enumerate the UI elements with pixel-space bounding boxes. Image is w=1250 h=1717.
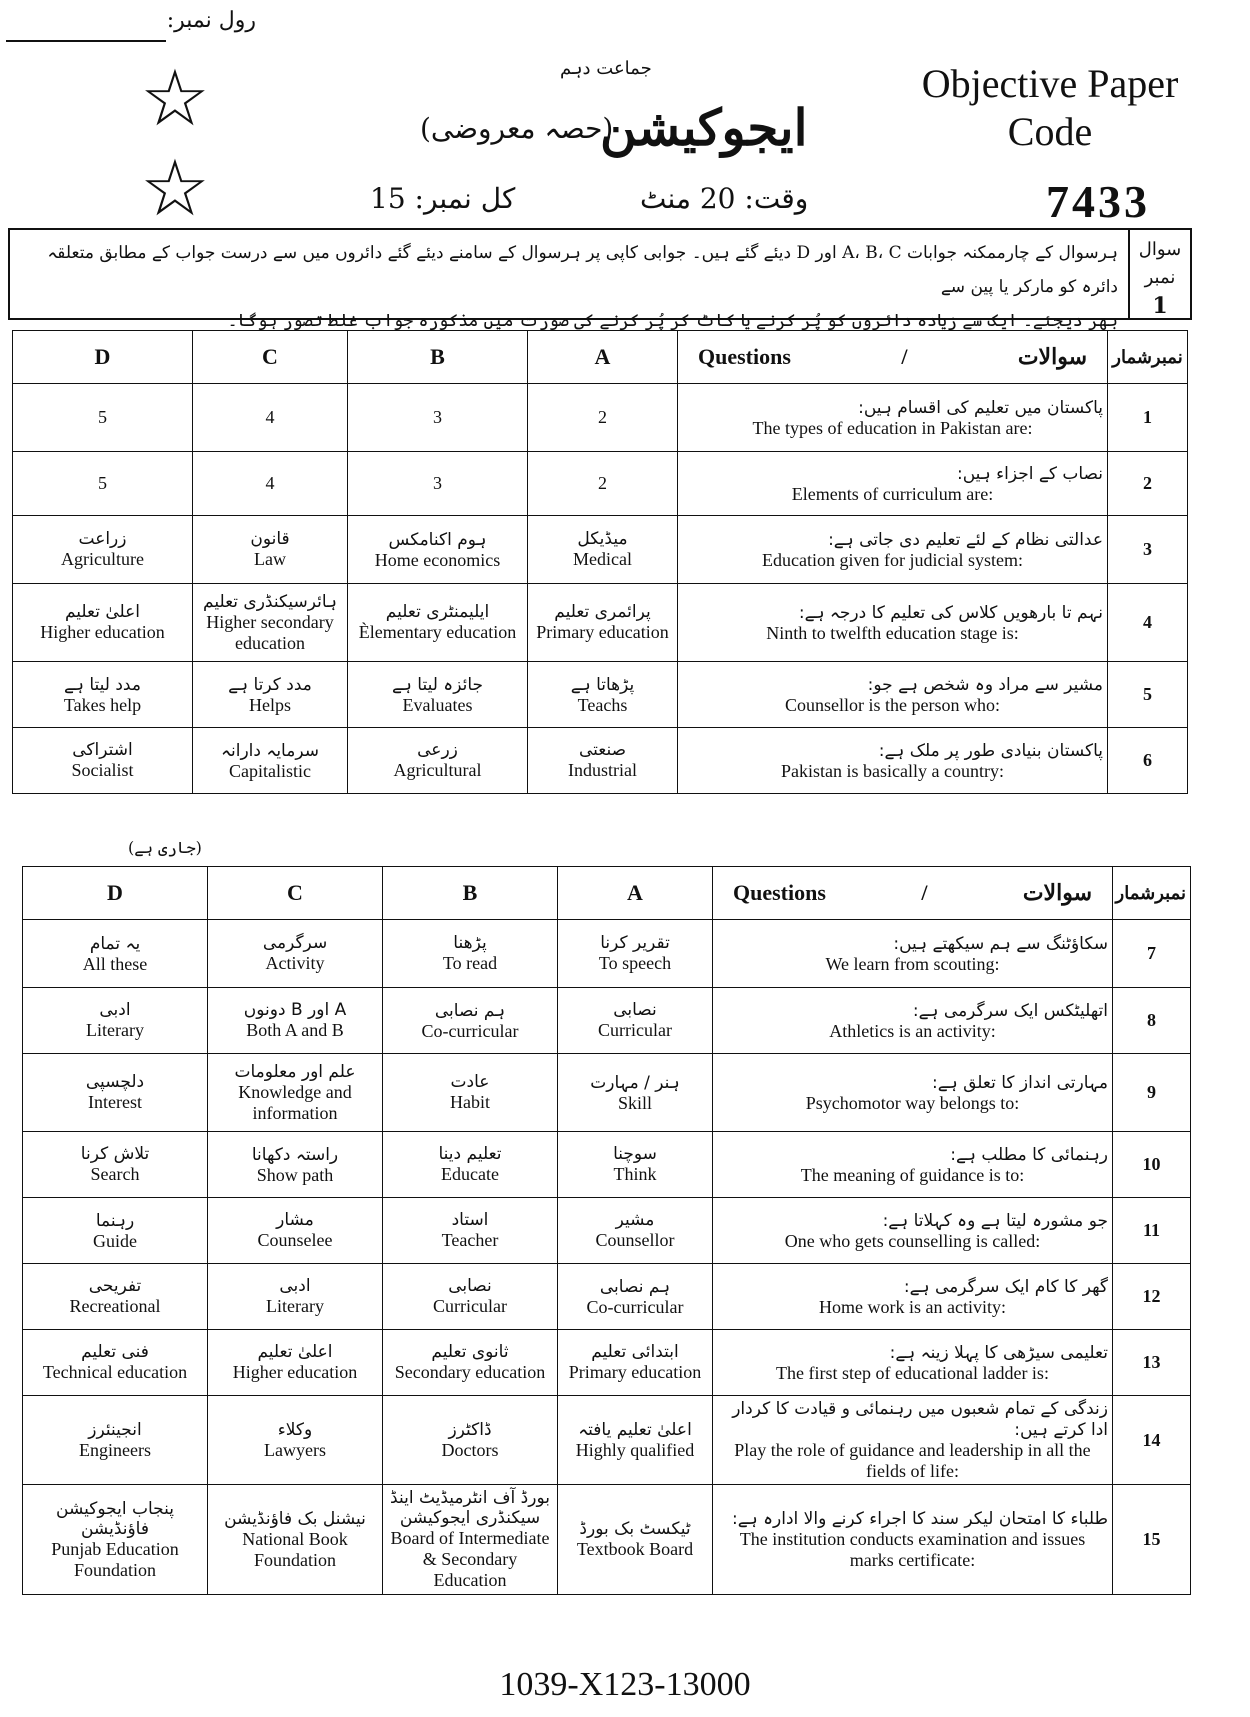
roll-number-label: رول نمبر: [166, 8, 256, 33]
question-text-urdu: زندگی کے تمام شعبوں میں رہنمائی و قیادت کا کردار ادا کرتے ہیں: [732, 1399, 1108, 1440]
option-text-english: Highly qualified [575, 1440, 695, 1460]
option-a-cell[interactable] [528, 452, 678, 516]
question-cell [678, 662, 1108, 728]
option-text-english: Takes help [63, 694, 142, 715]
option-text-urdu: میڈیکل [577, 529, 628, 549]
option-c-cell[interactable] [193, 662, 348, 728]
option-text-english: Lawyers [264, 1439, 326, 1460]
option-text-urdu: مشار [276, 1210, 314, 1230]
option-text-urdu: پرائمری تعلیم [554, 602, 651, 622]
option-text-urdu: ادبی [99, 1000, 131, 1020]
option-text-english: Curricular [598, 1020, 672, 1040]
question-text-english: Psychomotor way belongs to: [805, 1092, 1020, 1113]
question-text-english: Home work is an activity: [819, 1296, 1006, 1317]
paper-code-block [890, 60, 1210, 156]
option-text-english: Helps [249, 694, 291, 715]
option-d-cell[interactable] [13, 516, 193, 584]
question-text-urdu: پاکستان میں تعلیم کی اقسام ہیں: [858, 397, 1103, 418]
instructions-box [8, 228, 1192, 331]
question-text-english: We learn from scouting: [825, 953, 1000, 974]
question-cell [713, 1198, 1113, 1264]
option-text-urdu: پڑھاتا ہے [570, 674, 635, 695]
option-text-english: 5 [98, 407, 107, 427]
option-d-cell[interactable] [23, 920, 208, 988]
option-d-cell[interactable] [23, 1264, 208, 1330]
option-text-english: Secondary education [394, 1362, 546, 1382]
option-b-cell[interactable] [383, 988, 558, 1054]
option-text-urdu: تلاش کرنا [80, 1144, 150, 1164]
question-text-english: Athletics is an activity: [829, 1020, 996, 1041]
star-icon: ☆ [140, 54, 210, 144]
question-number: 10 [1113, 1132, 1191, 1198]
table-row [13, 584, 1188, 662]
option-a-cell[interactable] [528, 728, 678, 794]
table-row [23, 920, 1191, 988]
option-text-urdu: اعلیٰ تعلیم [64, 602, 141, 622]
question-cell [678, 452, 1108, 516]
option-text-urdu: ہم نصابی [434, 1000, 506, 1021]
option-text-urdu: ادبی [279, 1276, 311, 1296]
option-text-english: Literary [86, 1020, 144, 1040]
option-d-cell[interactable] [13, 384, 193, 452]
option-b-cell[interactable] [383, 1132, 558, 1198]
questions-header-ur: سوالات [1022, 880, 1092, 905]
option-text-english: Doctors [441, 1439, 499, 1460]
table-header-row [23, 867, 1191, 920]
serial-number-header: نمبرشمار [1108, 331, 1188, 384]
option-d-cell[interactable] [23, 1132, 208, 1198]
table-row [13, 728, 1188, 794]
option-text-urdu: تقریر کرنا [600, 933, 670, 953]
question-text-urdu: جو مشورہ لیتا ہے وہ کہلاتا ہے: [882, 1210, 1108, 1231]
option-text-english: Socialist [71, 760, 134, 780]
question-text-english: Education given for judicial system: [762, 549, 1023, 570]
option-text-english: Show path [256, 1164, 334, 1185]
option-c-cell[interactable] [193, 384, 348, 452]
option-text-urdu: پنجاب ایجوکیشن فاؤنڈیشن [56, 1498, 174, 1539]
option-b-cell[interactable] [348, 452, 528, 516]
option-text-english: Interest [88, 1092, 142, 1112]
question-number: 15 [1113, 1485, 1191, 1595]
option-text-english: Think [613, 1164, 657, 1184]
option-c-cell[interactable] [193, 516, 348, 584]
question-text-urdu: نصاب کے اجزاء ہیں: [956, 463, 1103, 484]
option-text-urdu: یہ تمام [89, 933, 141, 954]
option-b-cell[interactable] [348, 516, 528, 584]
option-c-header: C [193, 331, 348, 384]
star-icon: ☆ [140, 144, 210, 234]
time-label: وقت: 20 منٹ [640, 182, 809, 215]
table-row [23, 1396, 1191, 1485]
serial-number-header: نمبرشمار [1113, 867, 1191, 920]
table-row [23, 1330, 1191, 1396]
option-text-english: 3 [433, 407, 442, 427]
option-text-urdu: نصابی [448, 1276, 492, 1296]
option-text-english: Literary [266, 1296, 324, 1316]
option-a-cell[interactable] [558, 1396, 713, 1485]
option-d-cell[interactable] [23, 1054, 208, 1132]
question-number: 3 [1108, 516, 1188, 584]
option-text-urdu: ہنر / مہارت [590, 1072, 680, 1093]
option-c-cell[interactable] [208, 1054, 383, 1132]
option-text-english: Co-curricular [586, 1296, 684, 1317]
question-number: 8 [1113, 988, 1191, 1054]
question-text-urdu: عدالتی نظام کے لئے تعلیم دی جاتی ہے: [828, 529, 1103, 550]
table-row [23, 988, 1191, 1054]
question-number: 14 [1113, 1396, 1191, 1485]
option-d-cell[interactable] [23, 1330, 208, 1396]
option-text-english: Habit [450, 1092, 490, 1112]
question-number: 7 [1113, 920, 1191, 988]
question-text-english: The meaning of guidance is to: [800, 1164, 1025, 1185]
option-b-cell[interactable] [348, 728, 528, 794]
option-text-english: Capitalistic [229, 760, 311, 781]
option-a-cell[interactable] [558, 1054, 713, 1132]
option-d-cell[interactable] [23, 1198, 208, 1264]
option-text-urdu: ثانوی تعلیم [431, 1342, 509, 1362]
question-number: 6 [1108, 728, 1188, 794]
question-cell [713, 1054, 1113, 1132]
table-row [23, 1264, 1191, 1330]
question-number-cell [1128, 230, 1190, 318]
option-text-english: Curricular [433, 1296, 507, 1316]
option-c-cell[interactable] [208, 1330, 383, 1396]
option-b-cell[interactable] [383, 920, 558, 988]
option-text-english: To speech [598, 953, 672, 973]
option-text-english: Recreational [69, 1296, 161, 1316]
option-b-cell[interactable] [348, 662, 528, 728]
question-text-english: Play the role of guidance and leadership in all the fields of life: [734, 1440, 1091, 1481]
questions-header-en: Questions [698, 344, 791, 369]
option-c-cell[interactable] [208, 1132, 383, 1198]
question-number: 1 [1108, 384, 1188, 452]
option-text-english: Textbook Board [576, 1539, 694, 1559]
question-number: 13 [1113, 1330, 1191, 1396]
option-b-cell[interactable] [383, 1198, 558, 1264]
option-d-cell[interactable] [13, 452, 193, 516]
subject-title: ایجوکیشن [600, 98, 808, 157]
option-text-english: 4 [265, 407, 275, 427]
option-b-cell[interactable] [348, 584, 528, 662]
question-text-english: The types of education in Pakistan are: [752, 417, 1033, 438]
option-text-english: Teacher [441, 1230, 499, 1250]
option-text-english: 2 [598, 473, 607, 493]
option-b-header: B [348, 331, 528, 384]
question-cell [713, 1330, 1113, 1396]
table-header-row [13, 331, 1188, 384]
option-b-cell[interactable] [383, 1054, 558, 1132]
question-number: 9 [1113, 1054, 1191, 1132]
class-label: جماعت دہم [560, 58, 652, 79]
option-text-urdu: سرمایہ دارانہ [221, 740, 319, 761]
option-a-cell[interactable] [558, 1264, 713, 1330]
total-marks-label: کل نمبر: 15 [370, 182, 516, 215]
option-text-english: Higher education [232, 1362, 358, 1382]
option-d-cell[interactable] [13, 662, 193, 728]
questions-header [713, 867, 1113, 920]
question-text-english: Counsellor is the person who: [785, 694, 1000, 715]
option-text-urdu: اشتراکی [72, 740, 133, 760]
option-text-urdu: ابتدائی تعلیم [591, 1342, 679, 1362]
option-text-urdu: علم اور معلومات [234, 1061, 356, 1082]
option-a-cell[interactable] [528, 662, 678, 728]
question-text-urdu: گھر کا کام ایک سرگرمی ہے: [903, 1276, 1108, 1297]
option-text-urdu: مدد لیتا ہے [64, 674, 141, 695]
question-cell [713, 988, 1113, 1054]
option-d-cell[interactable] [13, 584, 193, 662]
option-c-cell[interactable] [208, 1396, 383, 1485]
option-text-english: Punjab Education Foundation [51, 1538, 179, 1580]
option-text-english: Higher secondary education [206, 612, 334, 653]
table-row [23, 1132, 1191, 1198]
table-row [13, 452, 1188, 516]
option-text-english: Home economics [374, 549, 501, 570]
option-c-cell[interactable] [208, 1198, 383, 1264]
option-text-english: Primary education [568, 1362, 702, 1382]
option-text-english: Board of Intermediate & Secondary Education [390, 1528, 550, 1590]
option-text-urdu: انجینئرز [88, 1419, 142, 1440]
question-text-urdu: نہم تا بارھویں کلاس کی تعلیم کا درجہ ہے: [798, 602, 1103, 623]
option-text-urdu: تفریحی [88, 1276, 142, 1296]
instructions-text [18, 236, 1118, 338]
option-text-english: Technical education [42, 1362, 188, 1382]
continued-label: (جاری ہے) [128, 838, 202, 857]
option-a-cell[interactable] [558, 1198, 713, 1264]
option-text-english: Both A and B [246, 1020, 344, 1040]
question-number: 5 [1108, 662, 1188, 728]
option-text-english: Teachs [577, 694, 628, 715]
option-c-header: C [208, 867, 383, 920]
option-text-urdu: بورڈ آف انٹرمیڈیٹ اینڈ سیکنڈری ایجوکیشن [390, 1488, 550, 1528]
option-text-english: Industrial [568, 760, 637, 780]
option-d-cell[interactable] [23, 1485, 208, 1595]
option-text-urdu: صنعتی [578, 740, 627, 760]
option-text-english: To read [442, 953, 498, 973]
question-cell [678, 584, 1108, 662]
option-text-urdu: نیشنل بک فاؤنڈیشن [224, 1508, 366, 1529]
option-text-urdu: نصابی [613, 1000, 657, 1020]
questions-table-part1 [12, 330, 1188, 794]
option-d-header: D [23, 867, 208, 920]
roll-number-field[interactable] [6, 40, 166, 42]
option-text-english: Agricultural [393, 760, 482, 780]
option-a-cell[interactable] [528, 584, 678, 662]
option-text-urdu: اعلیٰ تعلیم یافتہ [578, 1420, 692, 1440]
question-cell [713, 1485, 1113, 1595]
option-a-cell[interactable] [528, 384, 678, 452]
question-text-urdu: طلباء کا امتحان لیکر سند کا اجراء کرنے والا ادارہ ہے: [732, 1509, 1108, 1529]
paper-code: 7433 [1046, 176, 1150, 227]
question-number-label: سوال نمبر [1138, 239, 1182, 288]
option-text-urdu: جائزہ لیتا ہے [391, 674, 484, 695]
question-cell [678, 384, 1108, 452]
code-label: Code [1007, 109, 1093, 154]
option-text-urdu: ایلیمنٹری تعلیم [385, 602, 490, 622]
option-text-english: 4 [265, 473, 275, 493]
option-text-urdu: زراعت [78, 529, 127, 549]
option-text-urdu: اعلیٰ تعلیم [257, 1342, 333, 1362]
option-text-urdu: ڈاکٹرز [448, 1419, 492, 1440]
table-row [13, 662, 1188, 728]
question-cell [713, 1396, 1113, 1485]
option-text-english: Higher education [40, 622, 165, 642]
option-text-urdu: ہائرسیکنڈری تعلیم [203, 592, 337, 612]
option-b-cell[interactable] [383, 1330, 558, 1396]
questions-table-part2 [22, 866, 1191, 1595]
questions-header [678, 331, 1108, 384]
option-text-urdu: تعلیم دینا [438, 1144, 502, 1164]
question-number: 4 [1108, 584, 1188, 662]
option-text-english: Medical [573, 549, 632, 569]
option-a-cell[interactable] [558, 920, 713, 988]
question-text-urdu: تعلیمی سیڑھی کا پہلا زینہ ہے: [889, 1342, 1108, 1363]
question-text-urdu: پاکستان بنیادی طور پر ملک ہے: [878, 740, 1103, 761]
option-text-english: Skill [617, 1092, 652, 1113]
question-text-english: The first step of educational ladder is: [776, 1362, 1049, 1383]
question-text-english: The institution conducts examination and issues marks certificate: [739, 1529, 1086, 1570]
question-text-english: Elements of curriculum are: [791, 483, 994, 504]
option-text-english: National Book Foundation [242, 1528, 348, 1570]
option-text-urdu: وکلاء [277, 1419, 313, 1440]
option-b-cell[interactable] [348, 384, 528, 452]
questions-header-ur: سوالات [1017, 344, 1087, 369]
option-text-english: Counsellor [595, 1230, 675, 1250]
option-text-urdu: پڑھنا [453, 933, 487, 953]
option-text-urdu: سوچنا [613, 1144, 657, 1164]
option-b-cell[interactable] [383, 1485, 558, 1595]
question-cell [713, 1264, 1113, 1330]
question-text-urdu: اتھلیٹکس ایک سرگرمی ہے: [912, 1000, 1108, 1021]
option-c-cell[interactable] [208, 920, 383, 988]
table-row [23, 1198, 1191, 1264]
question-cell [678, 728, 1108, 794]
option-text-urdu: مدد کرتا ہے [228, 674, 312, 695]
question-cell [713, 1132, 1113, 1198]
question-text-urdu: رہنمائی کا مطلب ہے: [950, 1144, 1108, 1165]
option-a-cell[interactable] [558, 1330, 713, 1396]
question-number: 2 [1108, 452, 1188, 516]
option-text-english: Guide [93, 1230, 137, 1251]
section-label: (حصہ معروضی) [420, 112, 614, 145]
question-text-urdu: مہارتی انداز کا تعلق ہے: [932, 1072, 1108, 1093]
question-text-english: One who gets counselling is called: [784, 1230, 1041, 1251]
questions-header-slash: / [921, 880, 928, 905]
option-text-english: Èlementary education [358, 622, 517, 642]
option-text-english: 5 [98, 473, 107, 493]
option-c-cell[interactable] [208, 1485, 383, 1595]
question-number: 1 [1152, 293, 1168, 319]
question-text-urdu: سکاؤٹنگ سے ہم سیکھتے ہیں: [893, 933, 1108, 954]
question-number: 12 [1113, 1264, 1191, 1330]
option-text-english: All these [82, 953, 148, 974]
question-text-english: Pakistan is basically a country: [781, 760, 1004, 781]
table-row [13, 516, 1188, 584]
option-d-cell[interactable] [23, 1396, 208, 1485]
option-text-urdu: عادت [450, 1072, 490, 1092]
option-text-urdu: ٹیکسٹ بک بورڈ [579, 1519, 691, 1539]
option-a-cell[interactable] [558, 1132, 713, 1198]
option-a-header: A [528, 331, 678, 384]
option-c-cell[interactable] [193, 452, 348, 516]
paper-title: Objective Paper [921, 61, 1179, 106]
option-text-english: 2 [598, 407, 607, 427]
option-a-cell[interactable] [528, 516, 678, 584]
option-a-header: A [558, 867, 713, 920]
option-text-english: Educate [441, 1164, 499, 1184]
option-text-urdu: زرعی [417, 740, 458, 760]
option-text-english: Search [90, 1164, 140, 1184]
option-text-english: Knowledge and information [238, 1081, 352, 1123]
option-text-urdu: سرگرمی [262, 933, 328, 953]
option-text-urdu: فنی تعلیم [81, 1342, 149, 1362]
option-text-english: Engineers [79, 1439, 151, 1460]
option-d-cell[interactable] [13, 728, 193, 794]
table-row [23, 1485, 1191, 1595]
option-text-urdu: دلچسپی [85, 1072, 145, 1092]
option-b-cell[interactable] [383, 1264, 558, 1330]
option-c-cell[interactable] [193, 728, 348, 794]
option-text-english: Activity [265, 953, 325, 973]
option-text-english: Agriculture [61, 549, 144, 569]
table-row [23, 1054, 1191, 1132]
question-cell [713, 920, 1113, 988]
option-b-header: B [383, 867, 558, 920]
option-text-urdu: استاد [451, 1210, 489, 1230]
option-text-english: Co-curricular [421, 1020, 519, 1041]
instructions-line: ہرسوال کے چارممکنہ جوابات A، B، C اور D دیئے گئے ہیں۔ جوابی کاپی پر ہرسوال کے سامنے دیئے گئے دائروں میں سے درست جواب کے مطابق متعلقہ دائرہ کو مارکر یا پین سے [47, 243, 1118, 297]
option-text-english: Primary education [536, 622, 669, 642]
question-number: 11 [1113, 1198, 1191, 1264]
option-text-urdu: ہم نصابی [599, 1276, 671, 1297]
option-text-urdu: A اور B دونوں [243, 1000, 347, 1020]
option-d-header: D [13, 331, 193, 384]
option-text-urdu: رہنما [95, 1210, 135, 1231]
question-text-english: Ninth to twelfth education stage is: [766, 622, 1019, 643]
footer-code: 1039-X123-13000 [499, 1666, 751, 1703]
table-row [13, 384, 1188, 452]
questions-header-en: Questions [733, 880, 826, 905]
option-b-cell[interactable] [383, 1396, 558, 1485]
questions-header-slash: / [901, 344, 908, 369]
option-text-english: Law [254, 549, 286, 569]
instructions-line: بھر دیجئے۔ ایک سے زیادہ دائروں کو پُر کرنے یا کاٹ کر پُر کرنے کی صورت میں مذکورہ جواب غلط تصور ہوگا۔ [227, 311, 1118, 331]
option-c-cell[interactable] [208, 988, 383, 1054]
option-text-urdu: ہوم اکنامکس [388, 529, 487, 550]
question-text-urdu: مشیر سے مراد وہ شخص ہے جو: [867, 674, 1103, 695]
option-text-english: Counselee [257, 1230, 333, 1250]
option-text-urdu: مشیر [615, 1210, 655, 1230]
option-text-urdu: قانون [250, 529, 290, 549]
question-cell [678, 516, 1108, 584]
option-text-urdu: راستہ دکھانا [251, 1144, 339, 1165]
option-d-cell[interactable] [23, 988, 208, 1054]
option-a-cell[interactable] [558, 1485, 713, 1595]
option-a-cell[interactable] [558, 988, 713, 1054]
option-c-cell[interactable] [208, 1264, 383, 1330]
option-c-cell[interactable] [193, 584, 348, 662]
option-text-english: 3 [433, 473, 442, 493]
option-text-english: Evaluates [402, 694, 473, 715]
